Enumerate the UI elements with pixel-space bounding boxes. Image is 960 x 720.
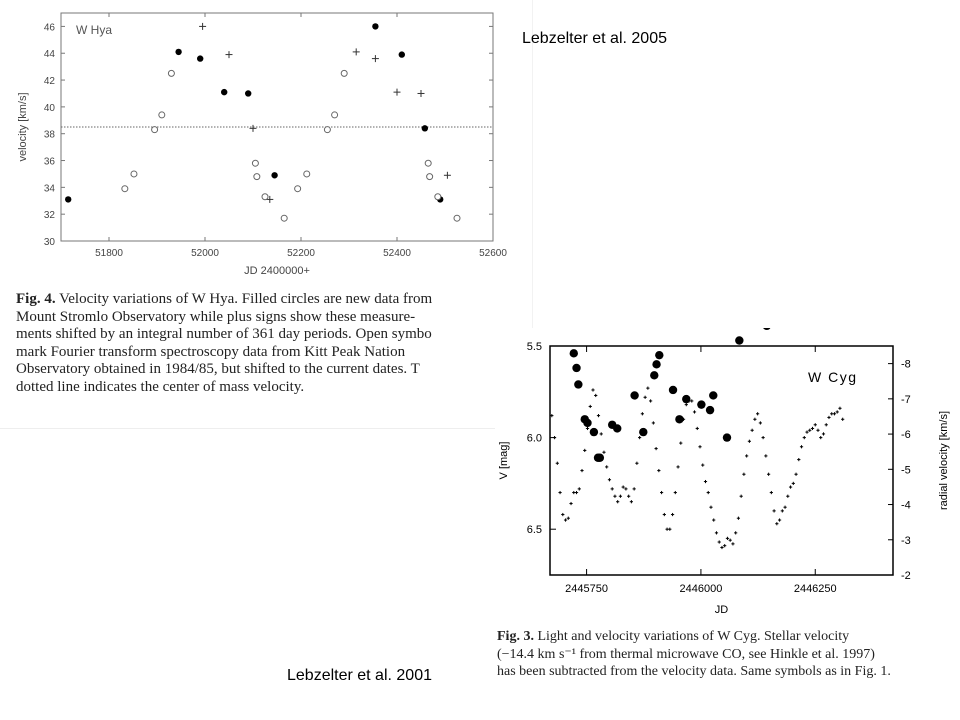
data-point-magnitude bbox=[841, 418, 844, 421]
x-axis-label: JD 2400000+ bbox=[244, 265, 310, 277]
y-tick-label: 5.5 bbox=[526, 341, 542, 353]
y-tick-label: 38 bbox=[43, 129, 55, 141]
data-point-magnitude bbox=[624, 487, 627, 490]
caption-fig3 bbox=[497, 628, 952, 681]
data-point-magnitude bbox=[564, 518, 567, 521]
data-point-filled bbox=[221, 89, 227, 95]
caption-fig4-line: mark Fourier transform spectroscopy data from Kitt Peak Nation bbox=[16, 343, 406, 360]
y2-tick-label: -8 bbox=[901, 358, 911, 371]
data-point-magnitude bbox=[649, 399, 652, 402]
data-point-magnitude bbox=[622, 485, 625, 488]
data-point-magnitude bbox=[690, 399, 693, 402]
y2-tick-label: -4 bbox=[901, 499, 911, 512]
chart-wcyg bbox=[495, 328, 960, 628]
data-point-magnitude bbox=[797, 458, 800, 461]
data-point-magnitude bbox=[676, 465, 679, 468]
data-point-plus bbox=[353, 48, 360, 55]
data-point-magnitude bbox=[575, 491, 578, 494]
y-tick-label: 30 bbox=[43, 237, 55, 248]
caption-fig3-line: has been subtracted from the velocity data. Same symbols as in Fig. 1. bbox=[497, 664, 891, 679]
y-axis-label: V [mag] bbox=[498, 441, 510, 480]
data-point-velocity bbox=[596, 454, 604, 462]
data-point-velocity bbox=[572, 364, 580, 372]
y2-axis-label: radial velocity [km/s] bbox=[938, 410, 950, 511]
data-point-magnitude bbox=[627, 495, 630, 498]
data-point-magnitude bbox=[635, 462, 638, 465]
data-point-open bbox=[304, 171, 310, 177]
caption-fig4 bbox=[16, 291, 516, 396]
data-point-magnitude bbox=[665, 528, 668, 531]
data-point-magnitude bbox=[608, 478, 611, 481]
data-point-open bbox=[159, 112, 165, 118]
data-point-magnitude bbox=[698, 445, 701, 448]
data-point-open bbox=[324, 127, 330, 133]
y-tick-label: 6.0 bbox=[526, 432, 542, 445]
x-tick-label: 52600 bbox=[479, 248, 507, 259]
y2-tick-label: -5 bbox=[901, 464, 911, 477]
data-point-magnitude bbox=[602, 451, 605, 454]
data-point-magnitude bbox=[668, 528, 671, 531]
data-point-magnitude bbox=[553, 436, 556, 439]
data-point-open bbox=[454, 215, 460, 221]
data-point-filled bbox=[372, 23, 378, 29]
y2-tick-label: -3 bbox=[901, 534, 911, 547]
data-point-plus bbox=[418, 90, 425, 97]
data-point-open bbox=[122, 186, 128, 192]
data-point-magnitude bbox=[740, 495, 743, 498]
caption-fig3-line: (−14.4 km s⁻¹ from thermal microwave CO, see Hinkle et al. 1997) bbox=[497, 646, 875, 662]
data-point-magnitude bbox=[580, 469, 583, 472]
data-point-magnitude bbox=[808, 429, 811, 432]
data-point-magnitude bbox=[731, 542, 734, 545]
data-point-plus bbox=[199, 23, 206, 30]
data-point-magnitude bbox=[800, 445, 803, 448]
data-point-magnitude bbox=[803, 436, 806, 439]
data-point-magnitude bbox=[709, 506, 712, 509]
data-point-open bbox=[254, 174, 260, 180]
x-tick-label: 52200 bbox=[287, 248, 315, 259]
data-point-magnitude bbox=[838, 407, 841, 410]
y-axis-label: velocity [km/s] bbox=[17, 92, 29, 162]
data-point-filled bbox=[422, 125, 428, 131]
data-point-magnitude bbox=[556, 462, 559, 465]
data-point-magnitude bbox=[583, 449, 586, 452]
data-point-plus bbox=[444, 172, 451, 179]
data-point-magnitude bbox=[833, 412, 836, 415]
data-point-magnitude bbox=[734, 531, 737, 534]
data-point-magnitude bbox=[794, 473, 797, 476]
data-point-velocity bbox=[709, 391, 717, 399]
data-point-magnitude bbox=[751, 429, 754, 432]
x-tick-label: 2445750 bbox=[565, 583, 609, 595]
y-tick-label: 6.5 bbox=[526, 524, 542, 537]
data-point-magnitude bbox=[561, 513, 564, 516]
caption-fig4-line: Mount Stromlo Observatory while plus signs show these measure- bbox=[16, 308, 416, 325]
data-point-open bbox=[332, 112, 338, 118]
data-point-magnitude bbox=[816, 429, 819, 432]
data-point-open bbox=[152, 127, 158, 133]
data-point-magnitude bbox=[597, 414, 600, 417]
data-point-velocity bbox=[697, 400, 705, 408]
data-point-magnitude bbox=[558, 491, 561, 494]
data-point-filled bbox=[399, 51, 405, 57]
y-tick-label: 46 bbox=[43, 22, 55, 34]
data-point-open bbox=[252, 160, 258, 166]
data-point-velocity bbox=[574, 380, 582, 388]
x-tick-label: 52400 bbox=[383, 248, 411, 259]
data-point-magnitude bbox=[616, 500, 619, 503]
data-point-magnitude bbox=[723, 544, 726, 547]
chart-title: W Hya bbox=[76, 23, 112, 37]
x-tick-label: 2446000 bbox=[679, 583, 723, 595]
data-point-magnitude bbox=[786, 495, 789, 498]
data-point-magnitude bbox=[729, 539, 732, 542]
data-point-magnitude bbox=[591, 388, 594, 391]
y2-tick-label: -7 bbox=[901, 393, 911, 406]
caption-fig4-line: ments shifted by an integral number of 361 day periods. Open symbo bbox=[16, 326, 432, 342]
data-point-magnitude bbox=[619, 495, 622, 498]
data-point-velocity bbox=[682, 395, 690, 403]
data-point-filled bbox=[245, 90, 251, 96]
data-point-magnitude bbox=[781, 509, 784, 512]
data-point-magnitude bbox=[836, 410, 839, 413]
data-point-velocity bbox=[655, 351, 663, 359]
data-point-magnitude bbox=[663, 513, 666, 516]
data-point-magnitude bbox=[578, 487, 581, 490]
data-point-open bbox=[281, 215, 287, 221]
caption-fig3-line: Light and velocity variations of W Cyg. Stellar velocity bbox=[533, 629, 850, 644]
figure-whya bbox=[0, 0, 532, 430]
data-point-open bbox=[341, 70, 347, 76]
data-point-velocity bbox=[675, 415, 683, 423]
data-point-magnitude bbox=[630, 500, 633, 503]
data-point-magnitude bbox=[567, 517, 570, 520]
data-point-open bbox=[168, 70, 174, 76]
data-point-magnitude bbox=[737, 517, 740, 520]
data-point-magnitude bbox=[789, 485, 792, 488]
data-point-magnitude bbox=[679, 441, 682, 444]
data-point-magnitude bbox=[742, 473, 745, 476]
data-point-magnitude bbox=[701, 463, 704, 466]
divider-line bbox=[0, 428, 495, 429]
data-point-magnitude bbox=[600, 432, 603, 435]
data-point-magnitude bbox=[646, 387, 649, 390]
x-tick-label: 52000 bbox=[191, 248, 219, 259]
data-point-magnitude bbox=[775, 522, 778, 525]
data-point-magnitude bbox=[674, 491, 677, 494]
data-point-magnitude bbox=[704, 480, 707, 483]
y-tick-label: 40 bbox=[43, 102, 55, 114]
data-point-magnitude bbox=[830, 412, 833, 415]
data-point-magnitude bbox=[805, 431, 808, 434]
data-point-velocity bbox=[763, 328, 771, 330]
x-tick-label: 51800 bbox=[95, 248, 123, 259]
y-tick-label: 44 bbox=[43, 49, 55, 61]
data-point-magnitude bbox=[715, 531, 718, 534]
caption-fig3-lead: Fig. 3. bbox=[497, 629, 534, 644]
data-point-open bbox=[131, 171, 137, 177]
data-point-magnitude bbox=[811, 427, 814, 430]
y2-tick-label: -2 bbox=[901, 570, 911, 582]
data-point-magnitude bbox=[641, 412, 644, 415]
data-point-magnitude bbox=[569, 502, 572, 505]
data-point-magnitude bbox=[756, 412, 759, 415]
data-point-magnitude bbox=[671, 513, 674, 516]
data-point-magnitude bbox=[822, 432, 825, 435]
data-point-filled bbox=[65, 196, 71, 202]
credit-lebzelter-2001: Lebzelter et al. 2001 bbox=[287, 667, 432, 684]
data-point-velocity bbox=[630, 391, 638, 399]
data-point-magnitude bbox=[772, 509, 775, 512]
data-point-magnitude bbox=[611, 487, 614, 490]
y2-tick-label: -6 bbox=[901, 429, 911, 442]
caption-fig4-line: Observatory obtained in 1984/85, but shifted to the current dates. T bbox=[16, 361, 420, 377]
data-point-magnitude bbox=[572, 491, 575, 494]
data-point-filled bbox=[197, 55, 203, 61]
data-point-magnitude bbox=[819, 436, 822, 439]
data-point-magnitude bbox=[712, 518, 715, 521]
data-point-open bbox=[425, 160, 431, 166]
data-point-magnitude bbox=[633, 487, 636, 490]
data-point-magnitude bbox=[638, 436, 641, 439]
data-point-velocity bbox=[723, 433, 731, 441]
data-point-magnitude bbox=[759, 421, 762, 424]
data-point-magnitude bbox=[586, 427, 589, 430]
data-point-magnitude bbox=[825, 423, 828, 426]
data-point-velocity bbox=[706, 406, 714, 414]
x-axis-label: JD bbox=[714, 604, 729, 616]
data-point-magnitude bbox=[589, 405, 592, 408]
data-point-magnitude bbox=[783, 506, 786, 509]
data-point-magnitude bbox=[748, 440, 751, 443]
y-tick-label: 36 bbox=[43, 156, 55, 168]
data-point-magnitude bbox=[613, 495, 616, 498]
data-point-magnitude bbox=[827, 416, 830, 419]
y-tick-label: 42 bbox=[43, 76, 55, 88]
data-point-plus bbox=[226, 51, 233, 58]
data-point-magnitude bbox=[652, 421, 655, 424]
data-point-magnitude bbox=[657, 469, 660, 472]
data-point-magnitude bbox=[707, 491, 710, 494]
data-point-open bbox=[262, 194, 268, 200]
data-point-magnitude bbox=[753, 418, 756, 421]
data-point-magnitude bbox=[605, 465, 608, 468]
data-point-magnitude bbox=[745, 454, 748, 457]
data-point-velocity bbox=[590, 428, 598, 436]
data-point-magnitude bbox=[594, 394, 597, 397]
y-tick-label: 34 bbox=[43, 183, 55, 195]
data-point-magnitude bbox=[778, 518, 781, 521]
data-point-magnitude bbox=[644, 396, 647, 399]
data-point-velocity bbox=[639, 428, 647, 436]
data-point-velocity bbox=[613, 424, 621, 432]
data-point-magnitude bbox=[792, 482, 795, 485]
caption-fig4-line: dotted line indicates the center of mass velocity. bbox=[16, 378, 305, 395]
data-point-velocity bbox=[652, 360, 660, 368]
chart-title: W Cyg bbox=[808, 369, 858, 385]
data-point-open bbox=[295, 186, 301, 192]
data-point-magnitude bbox=[718, 540, 721, 543]
data-point-magnitude bbox=[762, 436, 765, 439]
x-tick-label: 2446250 bbox=[793, 583, 837, 595]
data-point-magnitude bbox=[693, 410, 696, 413]
data-point-magnitude bbox=[720, 546, 723, 549]
data-point-magnitude bbox=[660, 491, 663, 494]
credit-lebzelter-2005: Lebzelter et al. 2005 bbox=[522, 30, 667, 47]
caption-fig4-line: Velocity variations of W Hya. Filled circles are new data from bbox=[55, 291, 433, 307]
data-point-plus bbox=[250, 125, 257, 132]
data-point-velocity bbox=[570, 349, 578, 357]
data-point-filled bbox=[175, 49, 181, 55]
data-point-magnitude bbox=[764, 454, 767, 457]
data-point-magnitude bbox=[685, 403, 688, 406]
data-point-filled bbox=[271, 172, 277, 178]
data-point-open bbox=[435, 194, 441, 200]
data-point-plus bbox=[394, 89, 401, 96]
data-point-velocity bbox=[735, 336, 743, 344]
data-point-magnitude bbox=[726, 537, 729, 540]
data-point-velocity bbox=[650, 371, 658, 379]
data-point-magnitude bbox=[770, 491, 773, 494]
data-point-velocity bbox=[669, 386, 677, 394]
data-point-magnitude bbox=[696, 427, 699, 430]
data-point-open bbox=[427, 174, 433, 180]
data-point-magnitude bbox=[814, 423, 817, 426]
data-point-magnitude bbox=[655, 447, 658, 450]
data-point-velocity bbox=[583, 419, 591, 427]
chart-whya bbox=[0, 0, 532, 290]
data-point-magnitude bbox=[767, 473, 770, 476]
caption-fig4-lead: Fig. 4. bbox=[16, 291, 56, 307]
data-point-plus bbox=[372, 55, 379, 62]
y-tick-label: 32 bbox=[43, 210, 55, 222]
